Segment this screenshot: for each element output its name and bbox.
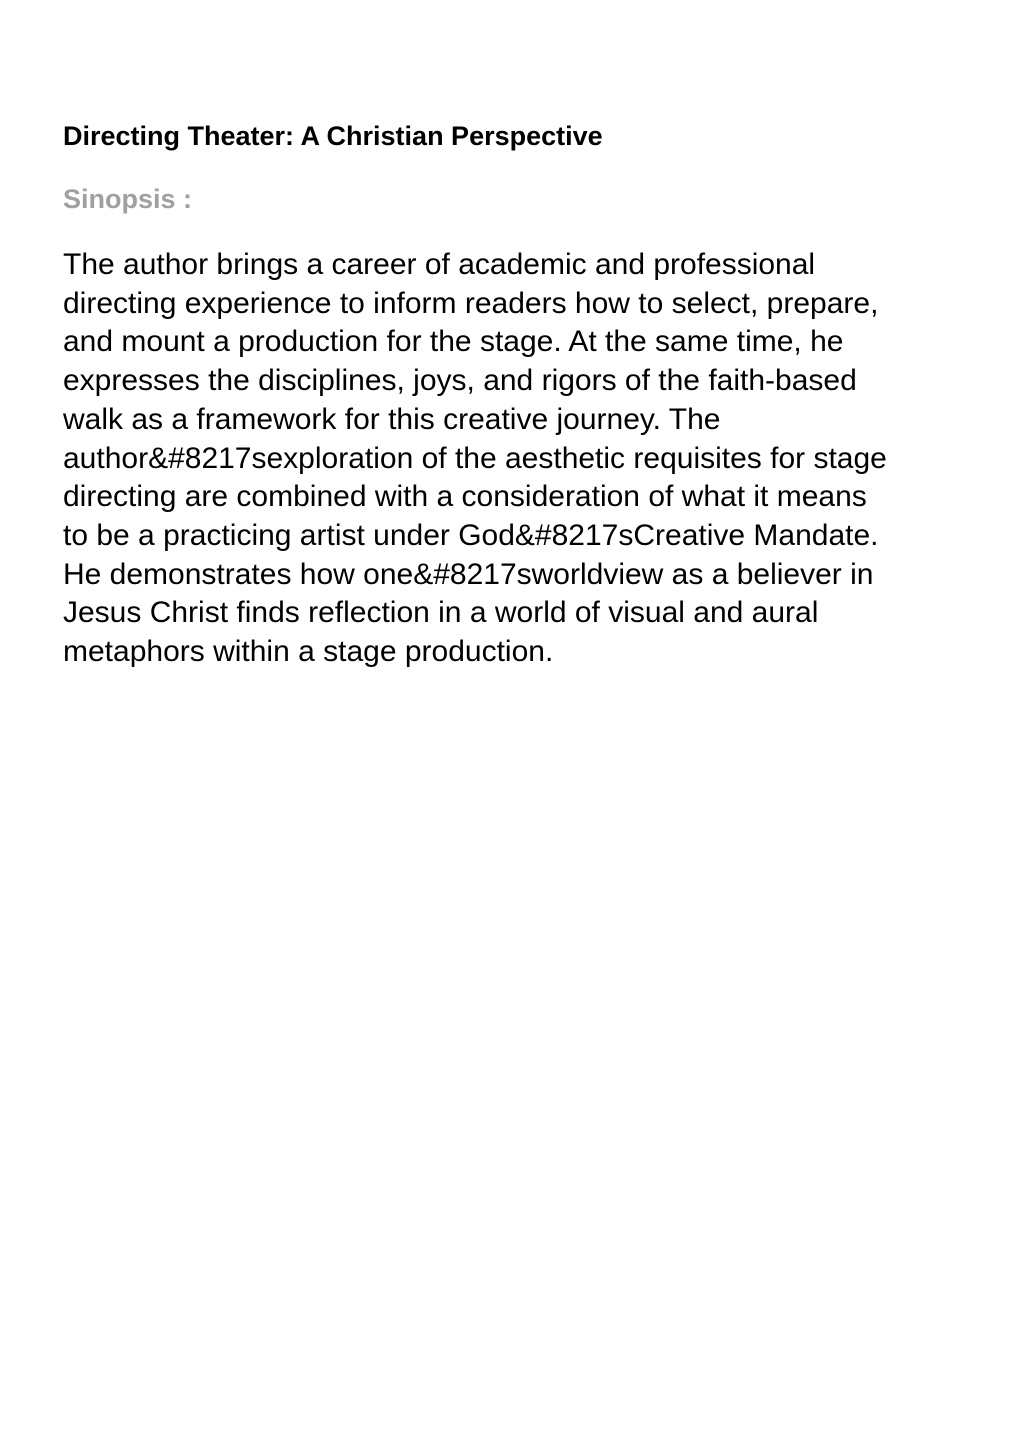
synopsis-text xyxy=(63,246,963,672)
synopsis-label: Sinopsis : xyxy=(63,184,193,214)
synopsis-line: to be a practicing artist under God&#8217sCreative Mandate. xyxy=(63,518,879,552)
synopsis-line: Jesus Christ finds reflection in a world of visual and aural xyxy=(63,596,819,630)
synopsis-line: expresses the disciplines, joys, and rigors of the faith-based xyxy=(63,364,857,398)
synopsis-line: The author brings a career of academic and professional xyxy=(63,248,816,281)
synopsis-line: He demonstrates how one&#8217sworldview as a believer in xyxy=(63,557,874,591)
synopsis-line: author&#8217sexploration of the aesthetic requisites for stage xyxy=(63,441,887,475)
synopsis-line: directing are combined with a consideration of what it means xyxy=(63,480,867,514)
synopsis-line: directing experience to inform readers how to select, prepare, xyxy=(63,286,879,320)
synopsis-line: walk as a framework for this creative journey. The xyxy=(63,402,721,436)
synopsis-line: metaphors within a stage production. xyxy=(63,635,554,669)
document-title: Directing Theater: A Christian Perspective xyxy=(63,121,603,151)
synopsis-line: and mount a production for the stage. At the same time, he xyxy=(63,325,844,359)
